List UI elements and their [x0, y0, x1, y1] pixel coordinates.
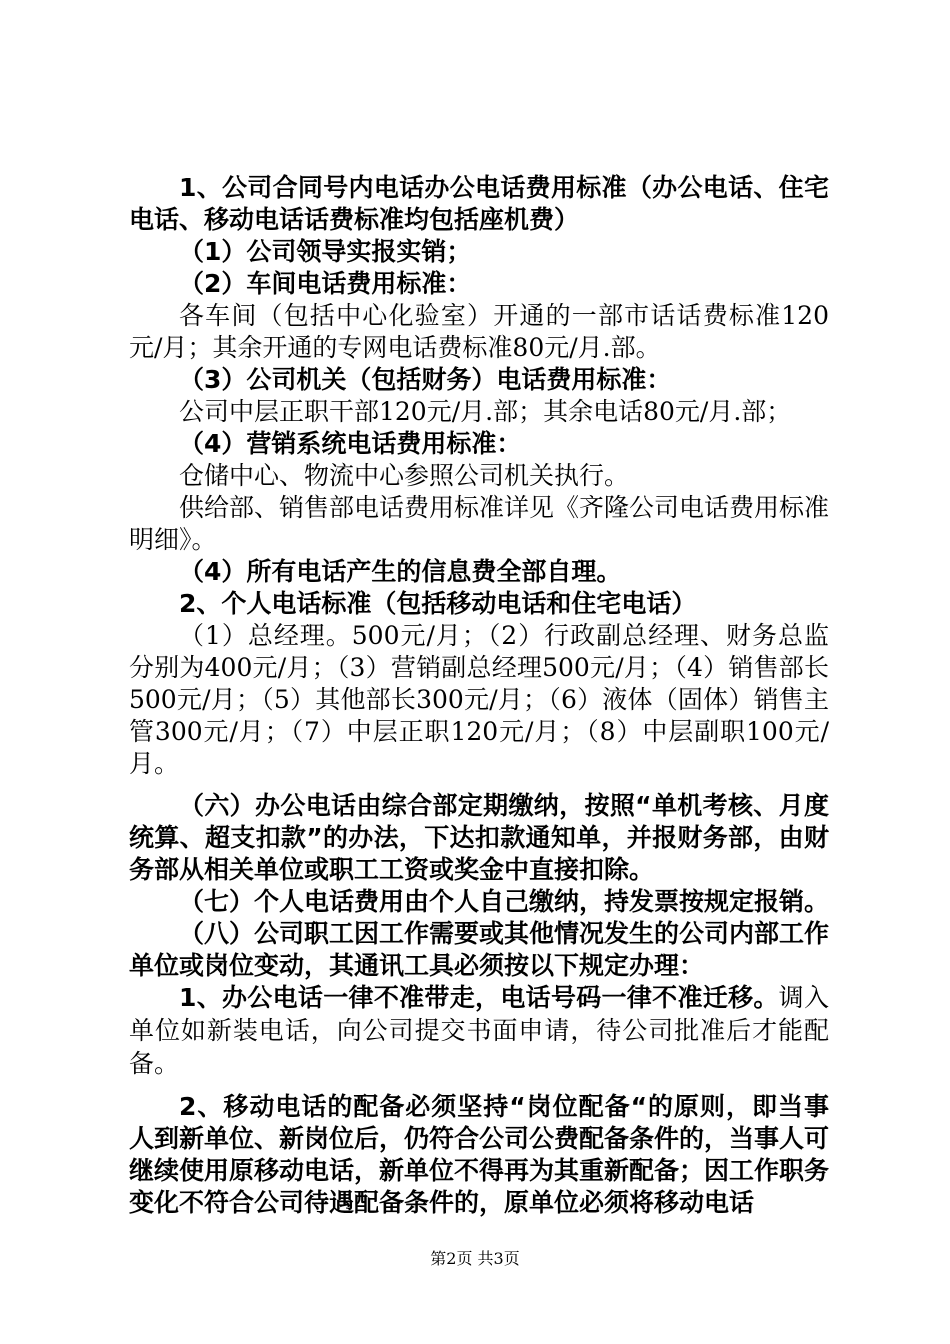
paragraph-supply-sales-detail: 供给部、销售部电话费用标准详见《齐隆公司电话费用标准明细》。: [129, 493, 830, 554]
paragraph-personal-heading: 2、个人电话标准（包括移动电话和住宅电话）: [179, 589, 697, 618]
rule-one-bold: 1、办公电话一律不准带走，电话号码一律不准迁移。: [179, 983, 779, 1012]
paragraph-office-heading: （3）公司机关（包括财务）电话费用标准：: [179, 365, 672, 394]
paragraph-info-fee: （4）所有电话产生的信息费全部自理。: [179, 557, 622, 586]
paragraph-leaders-reimbursement: （1）公司领导实报实销；: [179, 237, 472, 266]
paragraph-warehouse-detail: 仓储中心、物流中心参照公司机关执行。: [179, 461, 630, 490]
paragraph-personal-detail: （1）总经理。500元/月；（2）行政副总经理、财务总监分别为400元/月；（3）营销副总经理500元/月；（4）销售部长500元/月；（5）其他部长300元/月；（6）液体（固体）销售主管300元/月；（7）中层正职120元/月；（8）中层副职100元/月。: [129, 621, 829, 778]
paragraph-office-phone-standard: 1、公司合同号内电话办公电话费用标准（办公电话、住宅电话、移动电话话费标准均包括座机费）: [129, 173, 829, 234]
paragraph-six: （六）办公电话由综合部定期缴纳，按照“单机考核、月度统算、超支扣款”的办法，下达扣款通知单，并报财务部，由财务部从相关单位或职工工资或奖金中直接扣除。: [129, 791, 829, 884]
page-number-footer: 第2页 共3页: [430, 1249, 520, 1268]
paragraph-rule-two: 2、移动电话的配备必须坚持“岗位配备“的原则，即当事人到新单位、新岗位后，仍符合公司公费配备条件的，当事人可继续使用原移动电话，新单位不得再为其重新配备；因工作职务变化不符合公司待遇配备条件的，原单位必须将移动电话: [129, 1092, 830, 1217]
paragraph-rule-one: [129, 982, 829, 1081]
rule-one-detail: 调入单位如新装电话，向公司提交书面申请，待公司批准后才能配备。: [129, 983, 829, 1078]
paragraph-workshop-heading: （2）车间电话费用标准：: [179, 269, 472, 298]
paragraph-workshop-detail: 各车间（包括中心化验室）开通的一部市话话费标准120元/月；其余开通的专网电话费标准80元/月.部。: [129, 301, 829, 362]
paragraph-eight: （八）公司职工因工作需要或其他情况发生的公司内部工作单位或岗位变动，其通讯工具必须按以下规定办理：: [129, 919, 830, 980]
document-body: [129, 172, 829, 1219]
paragraph-office-detail: 公司中层正职干部120元/月.部；其余电话80元/月.部；: [179, 397, 792, 426]
paragraph-seven: （七）个人电话费用由个人自己缴纳，持发票按规定报销。: [179, 887, 830, 916]
paragraph-marketing-heading: （4）营销系统电话费用标准：: [179, 429, 522, 458]
